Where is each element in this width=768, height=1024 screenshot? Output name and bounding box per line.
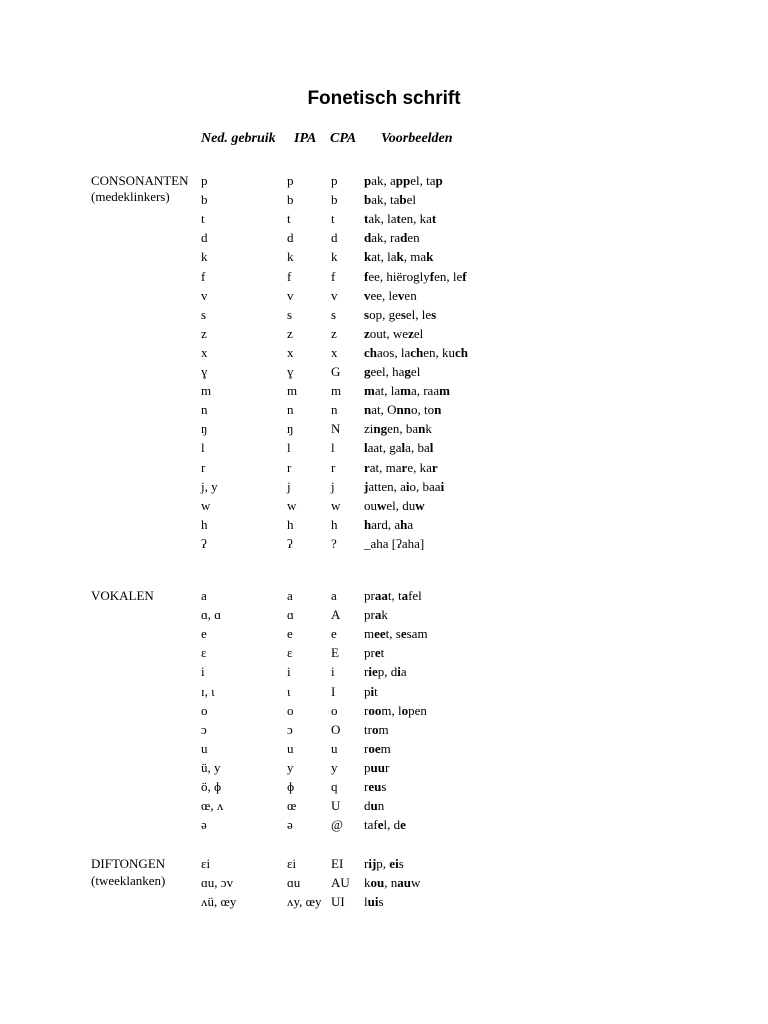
cell-ned-gebruik: j, y: [201, 479, 218, 494]
cell-ipa: ɛ: [287, 645, 293, 660]
cell-ipa: m: [287, 383, 298, 398]
cell-cpa: a: [331, 588, 337, 603]
table-row: [0, 607, 768, 626]
header-ipa: IPA: [294, 131, 317, 146]
cell-ned-gebruik: ɑu, ɔv: [201, 875, 234, 890]
table-row: [0, 798, 768, 817]
cell-ipa: o: [287, 703, 294, 718]
cell-ned-gebruik: n: [201, 402, 208, 417]
table-row: [0, 326, 768, 345]
cell-voorbeelden: pit: [364, 684, 378, 699]
cell-ned-gebruik: i: [201, 664, 205, 679]
table-row: [0, 402, 768, 421]
cell-cpa: s: [331, 307, 337, 322]
cell-ipa: ʌy, œy: [287, 894, 322, 909]
section-label: DIFTONGEN: [91, 856, 166, 871]
cell-voorbeelden: jatten, aio, baai: [364, 479, 445, 494]
table-row: [0, 383, 768, 402]
cell-voorbeelden: praat, tafel: [364, 588, 422, 603]
cell-cpa: EI: [331, 856, 344, 871]
cell-ipa: ɸ: [287, 779, 295, 794]
cell-voorbeelden: puur: [364, 760, 390, 775]
cell-cpa: @: [331, 817, 343, 832]
cell-ipa: ŋ: [287, 421, 294, 436]
cell-ned-gebruik: t: [201, 211, 205, 226]
cell-ned-gebruik: ɣ: [201, 364, 208, 379]
cell-cpa: A: [331, 607, 341, 622]
cell-cpa: t: [331, 211, 335, 226]
cell-cpa: l: [331, 440, 335, 455]
cell-cpa: f: [331, 269, 336, 284]
cell-ned-gebruik: b: [201, 192, 208, 207]
cell-ipa: n: [287, 402, 294, 417]
cell-voorbeelden: vee, leven: [364, 288, 417, 303]
cell-ned-gebruik: h: [201, 517, 208, 532]
table-row: [0, 817, 768, 836]
table-row: [0, 440, 768, 459]
cell-voorbeelden: kou, nauw: [364, 875, 421, 890]
table-row: [0, 249, 768, 268]
cell-cpa: n: [331, 402, 338, 417]
cell-voorbeelden: hard, aha: [364, 517, 414, 532]
table-row: [0, 517, 768, 536]
table-row: [0, 211, 768, 230]
cell-ipa: ɩ: [287, 684, 291, 699]
cell-voorbeelden: nat, Onno, ton: [364, 402, 442, 417]
cell-ned-gebruik: ɪ, ɩ: [201, 684, 215, 699]
table-row: [0, 269, 768, 288]
table-row: [0, 703, 768, 722]
cell-ned-gebruik: f: [201, 269, 206, 284]
cell-ipa: ɛi: [287, 856, 297, 871]
cell-cpa: x: [331, 345, 338, 360]
cell-ned-gebruik: a: [201, 588, 207, 603]
cell-voorbeelden: meet, sesam: [364, 626, 428, 641]
table-row: [0, 741, 768, 760]
cell-ned-gebruik: e: [201, 626, 207, 641]
cell-ned-gebruik: p: [201, 173, 208, 188]
cell-ned-gebruik: m: [201, 383, 212, 398]
cell-ipa: ɑu: [287, 875, 301, 890]
cell-cpa: E: [331, 645, 339, 660]
cell-ned-gebruik: k: [201, 249, 208, 264]
cell-ned-gebruik: v: [201, 288, 208, 303]
cell-cpa: k: [331, 249, 338, 264]
cell-ned-gebruik: ü, y: [201, 760, 221, 775]
cell-voorbeelden: riep, dia: [364, 664, 407, 679]
cell-ned-gebruik: ʌü, œy: [201, 894, 237, 909]
cell-voorbeelden: mat, lama, raam: [364, 383, 450, 398]
cell-ipa: d: [287, 230, 294, 245]
cell-ipa: t: [287, 211, 291, 226]
cell-cpa: e: [331, 626, 337, 641]
table-row: [0, 588, 768, 607]
cell-ipa: f: [287, 269, 292, 284]
cell-ipa: a: [287, 588, 293, 603]
section-sublabel: (medeklinkers): [91, 189, 170, 204]
cell-cpa: v: [331, 288, 338, 303]
cell-ipa: œ: [287, 798, 297, 813]
cell-ned-gebruik: ɛ: [201, 645, 207, 660]
page-title: Fonetisch schrift: [307, 88, 461, 109]
cell-cpa: r: [331, 460, 336, 475]
table-row: [0, 479, 768, 498]
cell-ipa: s: [287, 307, 293, 322]
cell-cpa: I: [331, 684, 336, 699]
cell-voorbeelden: _aha [ʔaha]: [364, 536, 425, 551]
cell-ned-gebruik: ə: [201, 817, 207, 832]
cell-ned-gebruik: w: [201, 498, 211, 513]
cell-cpa: AU: [331, 875, 350, 890]
table-row: [0, 664, 768, 683]
cell-ipa: k: [287, 249, 294, 264]
cell-ipa: p: [287, 173, 294, 188]
cell-voorbeelden: kat, lak, mak: [364, 249, 434, 264]
table-row: [0, 288, 768, 307]
header-cpa: CPA: [330, 131, 357, 146]
cell-ipa: ɣ: [287, 364, 294, 379]
cell-ned-gebruik: u: [201, 741, 208, 756]
cell-ned-gebruik: z: [201, 326, 207, 341]
table-row: [0, 460, 768, 479]
cell-ned-gebruik: ɔ: [201, 722, 207, 737]
cell-ned-gebruik: r: [201, 460, 206, 475]
cell-ned-gebruik: s: [201, 307, 207, 322]
cell-ipa: z: [287, 326, 293, 341]
cell-cpa: b: [331, 192, 338, 207]
cell-cpa: z: [331, 326, 337, 341]
cell-voorbeelden: dun: [364, 798, 385, 813]
cell-ipa: ə: [287, 817, 293, 832]
cell-ipa: y: [287, 760, 294, 775]
table-row: [0, 307, 768, 326]
cell-ned-gebruik: ɛi: [201, 856, 211, 871]
cell-voorbeelden: bak, tabel: [364, 192, 417, 207]
table-row: [0, 364, 768, 383]
cell-voorbeelden: rat, mare, kar: [364, 460, 438, 475]
cell-ned-gebruik: x: [201, 345, 208, 360]
cell-cpa: i: [331, 664, 335, 679]
section-sublabel: (tweeklanken): [91, 873, 166, 888]
cell-voorbeelden: pret: [364, 645, 385, 660]
table-row: [0, 345, 768, 364]
cell-ned-gebruik: ö, ɸ: [201, 779, 222, 794]
cell-ipa: r: [287, 460, 292, 475]
cell-cpa: U: [331, 798, 341, 813]
cell-ipa: h: [287, 517, 294, 532]
cell-voorbeelden: ouwel, duw: [364, 498, 425, 513]
cell-voorbeelden: tak, laten, kat: [364, 211, 437, 226]
cell-ned-gebruik: ɑ, ɑ: [201, 607, 222, 622]
cell-voorbeelden: dak, raden: [364, 230, 420, 245]
cell-ipa: w: [287, 498, 297, 513]
cell-ned-gebruik: d: [201, 230, 208, 245]
cell-ipa: e: [287, 626, 293, 641]
cell-cpa: y: [331, 760, 338, 775]
table-row: [0, 536, 768, 555]
cell-voorbeelden: luis: [364, 894, 384, 909]
table-row: [0, 779, 768, 798]
cell-ipa: b: [287, 192, 294, 207]
table-row: [0, 894, 768, 913]
cell-voorbeelden: trom: [364, 722, 389, 737]
cell-voorbeelden: prak: [364, 607, 388, 622]
cell-voorbeelden: fee, hiëroglyfen, lef: [364, 269, 467, 284]
cell-ned-gebruik: o: [201, 703, 208, 718]
cell-voorbeelden: sop, gesel, les: [364, 307, 437, 322]
cell-ned-gebruik: l: [201, 440, 205, 455]
section-label: VOKALEN: [91, 588, 154, 603]
table-row: [0, 626, 768, 645]
cell-cpa: p: [331, 173, 338, 188]
cell-cpa: u: [331, 741, 338, 756]
cell-ipa: j: [287, 479, 291, 494]
cell-voorbeelden: laat, gala, bal: [364, 440, 434, 455]
cell-cpa: O: [331, 722, 341, 737]
cell-cpa: j: [331, 479, 335, 494]
cell-voorbeelden: roem: [364, 741, 391, 756]
table-row: [0, 421, 768, 440]
header-ned-gebruik: Ned. gebruik: [201, 131, 276, 146]
cell-ipa: l: [287, 440, 291, 455]
cell-cpa: ?: [331, 536, 337, 551]
cell-cpa: UI: [331, 894, 345, 909]
cell-cpa: m: [331, 383, 342, 398]
cell-voorbeelden: pak, appel, tap: [364, 173, 443, 188]
cell-voorbeelden: tafel, de: [364, 817, 406, 832]
cell-cpa: G: [331, 364, 341, 379]
table-row: [0, 230, 768, 249]
table-row: [0, 760, 768, 779]
cell-voorbeelden: zout, wezel: [364, 326, 424, 341]
table-row: [0, 645, 768, 664]
table-row: [0, 684, 768, 703]
cell-voorbeelden: reus: [364, 779, 387, 794]
cell-ned-gebruik: ʔ: [201, 536, 207, 551]
cell-cpa: N: [331, 421, 341, 436]
section-label: CONSONANTEN: [91, 173, 189, 188]
cell-voorbeelden: room, lopen: [364, 703, 427, 718]
cell-ipa: ɔ: [287, 722, 293, 737]
cell-ipa: u: [287, 741, 294, 756]
cell-voorbeelden: geel, hagel: [364, 364, 421, 379]
cell-cpa: w: [331, 498, 341, 513]
table-row: [0, 722, 768, 741]
cell-cpa: o: [331, 703, 338, 718]
cell-voorbeelden: zingen, bank: [364, 421, 432, 436]
header-voorbeelden: Voorbeelden: [381, 131, 453, 146]
cell-ned-gebruik: ŋ: [201, 421, 208, 436]
cell-cpa: d: [331, 230, 338, 245]
cell-ipa: ʔ: [287, 536, 293, 551]
cell-ipa: ɑ: [287, 607, 294, 622]
cell-voorbeelden: rijp, eis: [364, 856, 404, 871]
cell-cpa: h: [331, 517, 338, 532]
cell-ipa: x: [287, 345, 294, 360]
cell-ned-gebruik: œ, ʌ: [201, 798, 224, 813]
cell-cpa: q: [331, 779, 338, 794]
cell-voorbeelden: chaos, lachen, kuch: [364, 345, 468, 360]
cell-ipa: i: [287, 664, 291, 679]
cell-ipa: v: [287, 288, 294, 303]
table-row: [0, 498, 768, 517]
